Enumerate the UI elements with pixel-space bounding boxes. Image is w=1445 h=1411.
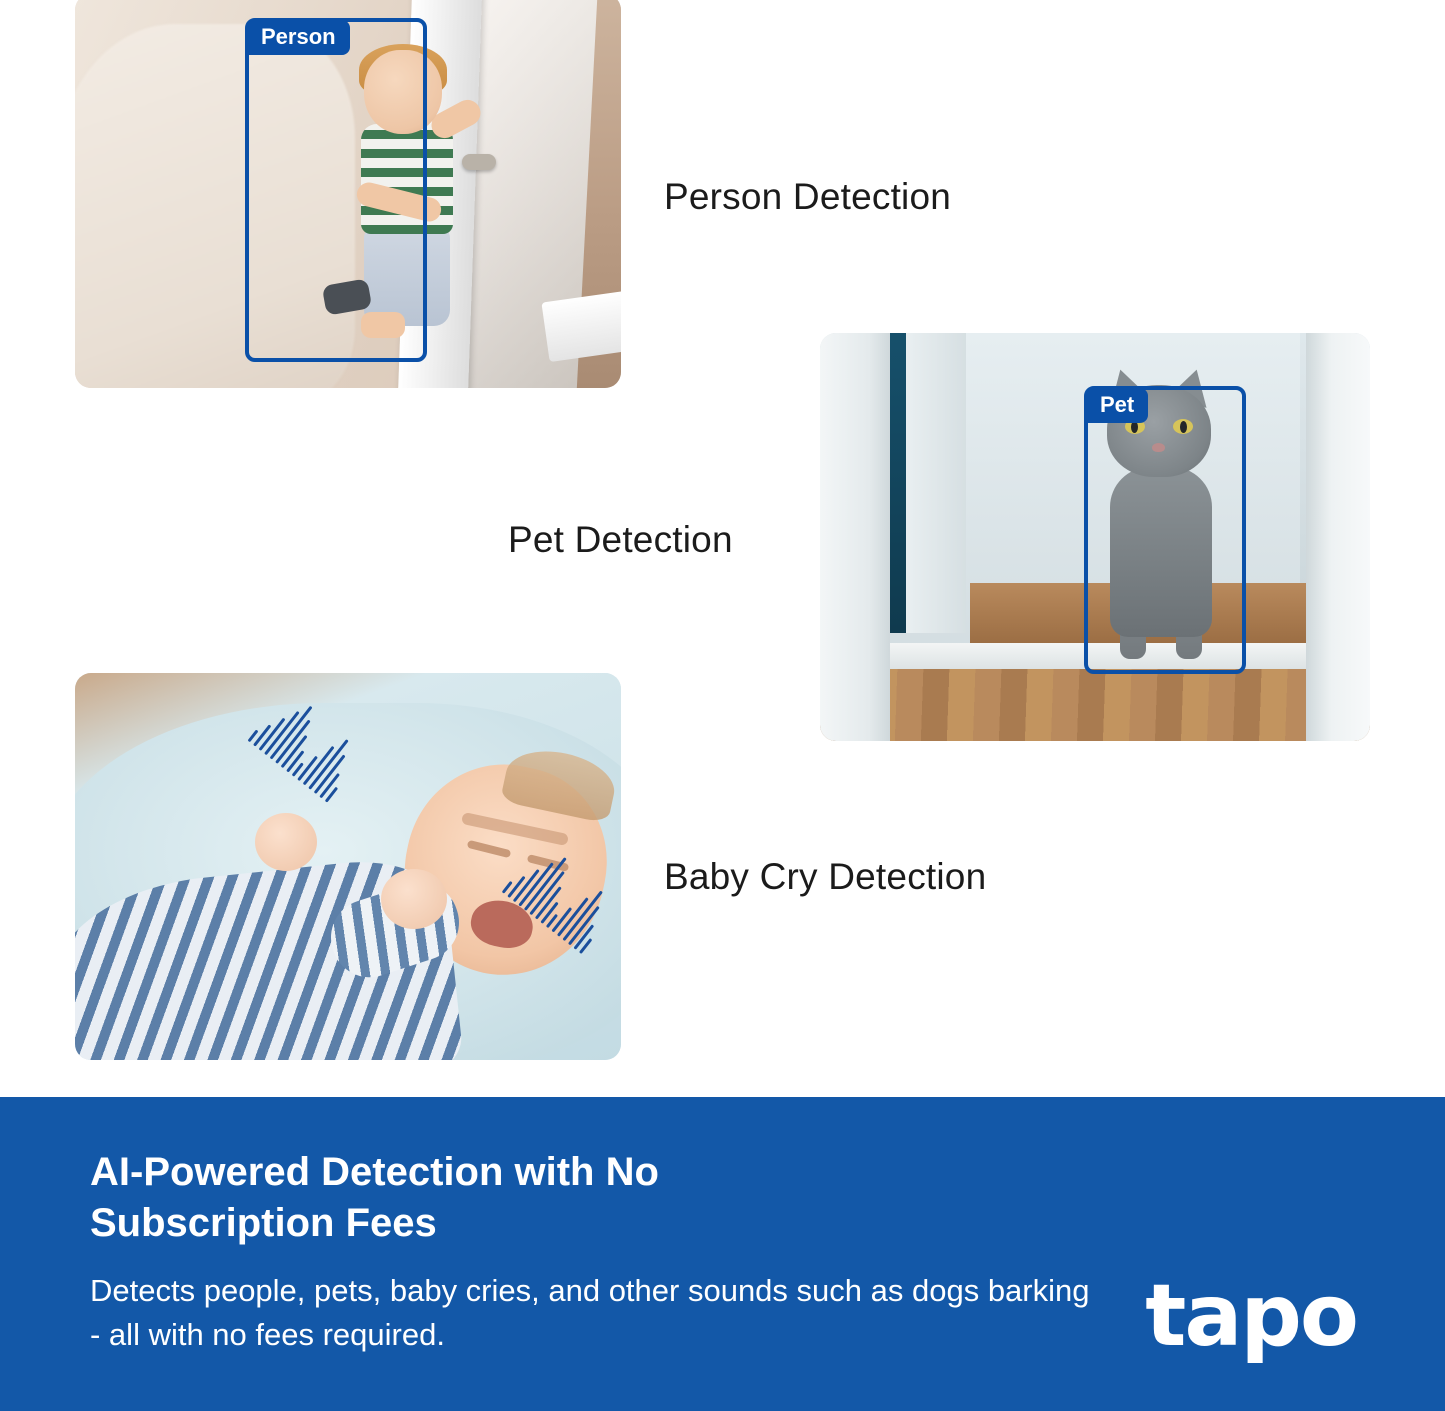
feature-banner: [0, 1097, 1445, 1411]
caption-baby-cry-detection: Baby Cry Detection: [664, 856, 987, 897]
sound-wave-bar: [308, 739, 349, 790]
banner-subtitle: Detects people, pets, baby cries, and other sounds such as dogs barking - all with no fees required.: [90, 1273, 1090, 1353]
baby-hand-second-shape: [255, 813, 317, 871]
person-detection-box: [245, 18, 427, 362]
pet-detection-box: [1084, 386, 1246, 674]
caption-person-detection: Person Detection: [664, 176, 952, 217]
door-panel-shape: [906, 333, 966, 633]
tapo-logo: tapo: [1145, 1266, 1357, 1366]
sound-wave-bar: [562, 890, 603, 941]
pet-detection-label: Pet: [1086, 388, 1148, 423]
banner-title: AI-Powered Detection with No Subscription Fees: [90, 1150, 659, 1246]
door-handle-shape: [462, 154, 496, 170]
door-jamb-right-shape: [1306, 333, 1370, 741]
door-jamb-left-shape: [820, 333, 890, 741]
caption-pet-detection: Pet Detection: [508, 519, 733, 560]
person-detection-label: Person: [247, 20, 350, 55]
baby-hand-shape: [381, 869, 447, 929]
